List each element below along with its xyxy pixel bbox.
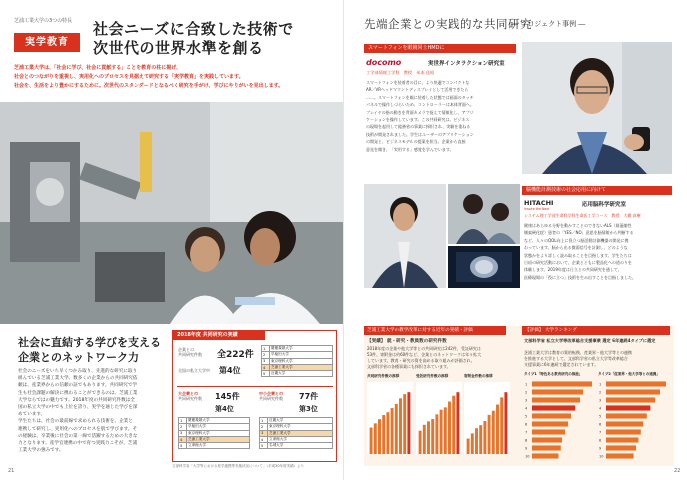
eval-line: 2018年度の企業や他大学等との共同研究は242件、受託研究は bbox=[367, 346, 481, 351]
lab-photo-2 bbox=[448, 184, 520, 244]
univ-cell: 東京理科大学 bbox=[270, 358, 333, 364]
chart-bar bbox=[386, 412, 389, 454]
professor-photo-1-illustration bbox=[522, 42, 672, 174]
left-page bbox=[0, 0, 343, 480]
body-line: 国の私立大学の中でも上位を誇り、実学を通じた学びを深 bbox=[18, 405, 138, 411]
right-subhead: ― プロジェクト事例 ― bbox=[511, 20, 586, 28]
rank-cell: 1 bbox=[260, 418, 268, 424]
case1-line: プレイヤの指の動きを背面カメラで捉えて情報化し、アプリ bbox=[366, 109, 474, 115]
case1-line: の開発と、ビジネスモデルの提案を担当。企業から直接 bbox=[366, 139, 466, 145]
table-row bbox=[179, 443, 250, 449]
lab-photo-2-illustration bbox=[448, 184, 520, 244]
chart-bar bbox=[427, 421, 430, 454]
chart-bar bbox=[419, 431, 422, 454]
ranking-bar-mark bbox=[606, 421, 643, 426]
lab-photo-illustration bbox=[0, 102, 343, 324]
right-headline: 先端企業との実践的な共同研究 bbox=[364, 17, 532, 31]
body-line: の経験は、卒業後に社会の第一線で活躍するための大きな bbox=[18, 433, 138, 439]
ranking-chart-2 bbox=[598, 380, 668, 460]
professor-photo-2-illustration bbox=[364, 184, 446, 288]
docomo-logo: docomo bbox=[366, 58, 402, 67]
ranking-tick-label: 5 bbox=[525, 414, 528, 419]
ranking-tick-label: 3 bbox=[599, 398, 602, 403]
chart-bar bbox=[500, 397, 503, 454]
stats-sme-label-2: 共同研究件数 bbox=[259, 396, 283, 402]
stats-total-label bbox=[178, 347, 216, 358]
ranking-bar: 【評価】 大学ランキング bbox=[522, 326, 670, 335]
intro-text bbox=[14, 64, 334, 91]
body-line: 社会のニーズをいち早くつかみ取り、先進的な研究に取り bbox=[18, 369, 138, 374]
ranking-tick-label: 1 bbox=[525, 382, 528, 387]
page-number-right: 22 bbox=[674, 468, 681, 474]
chart-bar bbox=[382, 415, 385, 454]
ranking-tick-label: 9 bbox=[599, 446, 602, 451]
stats-total-label-1: 企業との bbox=[178, 347, 194, 352]
stats-header: 2018年度 共同研究の実績 bbox=[173, 331, 265, 340]
ranking-tick-label: 7 bbox=[525, 430, 528, 435]
stats-large-label bbox=[178, 391, 202, 402]
case1-text bbox=[366, 79, 516, 153]
ranking-bar-mark bbox=[532, 445, 561, 450]
rank-cell: 3 bbox=[179, 430, 187, 436]
table-row bbox=[260, 443, 333, 449]
ranking-bar-mark bbox=[532, 381, 592, 386]
ranking-bar-mark bbox=[606, 389, 660, 394]
ranking-tick-label: 7 bbox=[599, 430, 602, 435]
rank-cell: 4 bbox=[179, 436, 187, 442]
univ-cell: 芝浦工業大学 bbox=[187, 436, 250, 442]
case2-line: 日頃の研究活動において、企業とともに製品化への道のりを bbox=[524, 260, 632, 266]
ranking-tick-label: 6 bbox=[599, 422, 602, 427]
case1-line: 意見を聞き、「実用する」感覚を学んでいます。 bbox=[366, 146, 454, 152]
univ-cell: 名城大学 bbox=[268, 443, 333, 449]
rank-cell: 3 bbox=[262, 358, 270, 364]
ranking-tick-label: 10 bbox=[599, 454, 604, 459]
eval-bar: 芝浦工業大学の教学改革に対する近年の実績・評価 bbox=[364, 326, 506, 335]
chart-bar bbox=[440, 410, 443, 454]
univ-cell: 立命館大学 bbox=[268, 436, 333, 442]
page-kicker: 芝浦工業大学の3つの特長 bbox=[14, 18, 73, 24]
rank-table-sme bbox=[259, 417, 333, 449]
chart-bar bbox=[407, 392, 410, 454]
stats-box bbox=[172, 330, 337, 462]
case2-line: 体験します。2019年度は日立との共同研究を通して、 bbox=[524, 267, 622, 273]
stats-sme-rank: 第3位 bbox=[299, 405, 318, 413]
chart-bar bbox=[504, 392, 507, 454]
ranking-tick-label: 3 bbox=[525, 398, 528, 403]
case2-line: 状態かをより詳しく読み取ることを目指します。学生たちは bbox=[524, 252, 632, 258]
brain-scan-photo bbox=[448, 246, 520, 288]
ranking-tick-label: 2 bbox=[599, 390, 602, 395]
professor-photo-1 bbox=[522, 42, 672, 174]
body-line: 学生たちは、社会の最前線で求められる技術を、企業と bbox=[18, 419, 133, 425]
case2-line: 医療現場の「役に立つ」技術を生み出すことを目指しました。 bbox=[524, 274, 636, 280]
univ-cell: 芝浦工業大学 bbox=[270, 364, 333, 370]
ranking-tick-label: 9 bbox=[525, 446, 528, 451]
chart-bar bbox=[492, 411, 495, 454]
chart-bar bbox=[378, 419, 381, 454]
case2-lab: 応用脳科学研究室 bbox=[582, 202, 627, 208]
rank-cell: 5 bbox=[262, 371, 270, 377]
section-title-line2: 企業とのネットワーク力 bbox=[18, 351, 139, 364]
univ-cell: 近畿大学 bbox=[270, 371, 333, 377]
intro-line: 芝浦工業大学は、「社会に学び、社会に貢献する」ことを教育の柱に掲げ、 bbox=[14, 65, 182, 71]
chart1-title: 共同研究件数の推移 bbox=[367, 374, 400, 378]
case2-text bbox=[524, 222, 674, 281]
chart-bar bbox=[448, 402, 451, 454]
brain-scan-illustration bbox=[448, 246, 520, 288]
ranking-bar-mark bbox=[532, 421, 568, 426]
chart-bar bbox=[483, 421, 486, 454]
ranking-tick-label: 4 bbox=[599, 406, 602, 411]
chart2 bbox=[416, 382, 462, 460]
case2-line: 側索硬化症）患者の「YES／NO」意思を脳情報から判断する bbox=[524, 230, 634, 236]
chart-bar bbox=[395, 404, 398, 454]
rank-table-large bbox=[178, 417, 250, 449]
ranking-tick-label: 2 bbox=[525, 390, 528, 395]
univ-cell: 東京理科大学 bbox=[187, 430, 250, 436]
ranking-tick-label: 8 bbox=[525, 438, 528, 443]
ranking-bar-mark bbox=[606, 397, 655, 402]
ranking-tick-label: 1 bbox=[599, 382, 602, 387]
ranking-bar-mark bbox=[606, 405, 650, 410]
chart-bar bbox=[370, 428, 373, 454]
chart-bar bbox=[496, 405, 499, 454]
case2-line: など、人々のQOL向上に役立つ脳活動計測機器の開発に携 bbox=[524, 237, 629, 243]
stats-sme-label bbox=[259, 391, 283, 402]
ranking-line: 芝浦工業大学は教育の質的転換、産業界・他大学等との連携 bbox=[524, 350, 632, 355]
professor-photo-2 bbox=[364, 184, 446, 288]
ranking-bar-mark bbox=[532, 389, 583, 394]
chart-bar bbox=[431, 419, 434, 454]
rank-cell: 4 bbox=[260, 436, 268, 442]
stats-large-label-1: 大企業との bbox=[178, 391, 198, 396]
chart-bar bbox=[444, 407, 447, 454]
stats-large-value: 145件 bbox=[215, 392, 240, 401]
univ-cell: 芝浦工業大学 bbox=[268, 430, 333, 436]
ranking-bar-mark bbox=[606, 381, 666, 386]
univ-cell: 立命館大学 bbox=[187, 443, 250, 449]
ranking-line: 支援事業に6年連続で選定されています。 bbox=[524, 362, 599, 367]
rank-cell: 1 bbox=[262, 346, 270, 352]
ranking-bar-mark bbox=[606, 429, 641, 434]
rank-cell: 3 bbox=[260, 430, 268, 436]
ranking-text bbox=[524, 350, 670, 368]
chart-bar bbox=[475, 428, 478, 454]
case2-line: わっています。脳から出る微弱信号を計測し、どのような bbox=[524, 245, 628, 251]
body-line: 力となります。産学官連携の中で育つ実践力こそが、芝浦 bbox=[18, 441, 138, 447]
case1-line: ……。スマートフォンを顔に装着した状態では画面のタッチ bbox=[366, 94, 474, 100]
rank-cell: 2 bbox=[260, 424, 268, 430]
hitachi-tagline: Inspire the Next bbox=[524, 207, 550, 211]
rank-cell: 2 bbox=[262, 352, 270, 358]
body-text bbox=[18, 368, 166, 454]
hitachi-logo: HITACHI bbox=[524, 199, 554, 207]
chart3-title: 寄附金件数の推移 bbox=[464, 374, 493, 378]
eval-text bbox=[367, 346, 507, 370]
eval-sub: 【実績】 就・研究・教員数の研究件数 bbox=[367, 339, 447, 344]
stats-large-rank: 第4位 bbox=[215, 405, 234, 413]
case2-bar: 脳機能計測技術の社会応用に向けて bbox=[522, 186, 672, 195]
chart1 bbox=[367, 382, 413, 460]
body-line: 連携して研究し、実用化へのプロセスを肌で学びます。そ bbox=[18, 426, 138, 432]
body-line: 大学ならではの魅力です。2018年度の共同研究件数は全 bbox=[18, 397, 135, 403]
rank-cell: 1 bbox=[179, 418, 187, 424]
ranking-tick-label: 5 bbox=[599, 414, 602, 419]
rank-cell: 5 bbox=[179, 443, 187, 449]
category-tag: 実学教育 bbox=[14, 33, 80, 52]
chart-bar bbox=[423, 425, 426, 454]
ranking-tick-label: 4 bbox=[525, 406, 528, 411]
ranking-tick-label: 10 bbox=[525, 454, 530, 459]
case2-line: 健康はあらゆる分野を動かすことのできないALS（筋萎縮性 bbox=[524, 223, 632, 228]
ranking-bar-mark bbox=[532, 437, 562, 442]
lab-photo bbox=[0, 102, 343, 324]
section-title-line1: 社会に直結する学びを支える bbox=[18, 336, 161, 349]
ranking-bar-mark bbox=[532, 453, 558, 458]
chart-bar bbox=[456, 392, 459, 454]
ranking-bar-mark bbox=[532, 405, 575, 410]
stats-sme-value: 77件 bbox=[299, 392, 319, 401]
ranking-title: 文部科学省 私立大学等改革総合支援事業 選定 6年連続4タイプに選定 bbox=[524, 338, 656, 343]
stats-sme-label-1: 中小企業との bbox=[259, 391, 283, 396]
body-line: 頼は、産業界からの信頼の証でもあります。共同研究で学 bbox=[18, 383, 138, 389]
univ-cell: 慶應義塾大学 bbox=[270, 346, 333, 352]
ranking-bar-mark bbox=[606, 437, 638, 442]
univ-cell: 東京理科大学 bbox=[268, 424, 333, 430]
case1-line: スマートフォンを装着者の目に、より快適でコンパクトな bbox=[366, 80, 470, 85]
intro-line: 社会を、生活をより豊かにするために。次世代のスタンダードとなるべく研究を手がけ、学びにやりがいを見出します。 bbox=[14, 83, 284, 89]
chart-bar bbox=[471, 433, 474, 454]
chart3 bbox=[464, 382, 510, 460]
headline-line2: 次世代の世界水準を創る bbox=[93, 39, 264, 57]
intro-line: 社会とのつながりを重視し、実用化へのプロセスを見据えて研究する「実学教育」を実践しています。 bbox=[14, 74, 244, 80]
case1-person: 工学部情報工学科 教授 米本 佳昭 bbox=[366, 70, 435, 75]
stats-divider bbox=[177, 386, 333, 387]
case1-line: ケーションを操作しています。この共同研究は、ビジネス bbox=[366, 117, 470, 123]
case1-bar: スマートフォンを眼鏡同士HMDに bbox=[364, 44, 516, 53]
rank-table-main bbox=[261, 345, 333, 377]
ranking-bar-mark bbox=[532, 413, 571, 418]
eval-line: 文部科学省の各種事業にも採択されています。 bbox=[367, 364, 451, 369]
eval-line: しています。教育・研究の質を高める取り組みが評価され、 bbox=[367, 358, 475, 363]
case1-lab: 実世界インタラクション研究室 bbox=[428, 61, 505, 67]
eval-panel bbox=[364, 326, 674, 466]
headline-line1: 社会ニーズに合致した技術で bbox=[93, 20, 294, 38]
body-line: 組んでいる芝浦工業大学。数多くの企業からの共同研究依 bbox=[18, 376, 138, 382]
stats-total-label-2: 共同研究件数 bbox=[178, 352, 202, 358]
case1-line: 技術が開発されました。学生はユーザーのアプリケーション bbox=[366, 131, 474, 137]
ranking-tick-label: 6 bbox=[525, 422, 528, 427]
chart-bar bbox=[467, 439, 470, 454]
rank-cell: 5 bbox=[260, 443, 268, 449]
type2-label: タイプ2「産業界・他大学等との連携」 bbox=[598, 372, 660, 376]
stats-total-value: 全222件 bbox=[217, 350, 254, 360]
rank-cell: 4 bbox=[262, 364, 270, 370]
ranking-bar-mark bbox=[606, 453, 634, 458]
ranking-bar-mark bbox=[606, 445, 636, 450]
chart-bar bbox=[479, 425, 482, 454]
ranking-bar-mark bbox=[606, 413, 647, 418]
chart-bar bbox=[403, 394, 406, 454]
ranking-chart-1 bbox=[524, 380, 594, 460]
ranking-bar-mark bbox=[532, 397, 580, 402]
chart-bar bbox=[391, 408, 394, 454]
ranking-bar-mark bbox=[532, 429, 565, 434]
rank-cell: 2 bbox=[179, 424, 187, 430]
chart-bar bbox=[399, 398, 402, 454]
univ-cell: 慶應義塾大学 bbox=[187, 418, 250, 424]
chart-bar bbox=[435, 414, 438, 454]
chart-bar bbox=[452, 396, 455, 454]
stats-private-rank: 第4位 bbox=[219, 366, 241, 375]
stats-private-label: 全国の私立大学中 bbox=[178, 368, 210, 373]
chart2-title: 受託研究件数の推移 bbox=[416, 374, 449, 378]
univ-cell: 早稲田大学 bbox=[187, 424, 250, 430]
case1-line: AR／VRヘッドマウントディスプレイとして活用できたら bbox=[366, 87, 469, 93]
case1-line: の現場を起用して総務省の事業に採択され、実験を重ねる bbox=[366, 124, 471, 130]
page-number-left: 21 bbox=[8, 468, 15, 474]
univ-cell: 早稲田大学 bbox=[270, 352, 333, 358]
case1-line: パネルで操作しづらいため、コントローラーは本体背面へ。 bbox=[366, 102, 474, 108]
footnote: 文部科学省「大学等における産学連携等実施状況について」（平成30年度実績）より bbox=[172, 464, 305, 468]
ranking-line: を推進する大学として、文部科学省の私立大学等改革総合 bbox=[524, 356, 628, 361]
body-line: めています。 bbox=[18, 412, 46, 418]
body-line: 工業大学の強みです。 bbox=[18, 448, 64, 454]
eval-line: 53件、寄附金は約60件など、企業とのネットワークは年々拡大 bbox=[367, 352, 482, 357]
body-line: 生も社会課題の解決に携わることができるのは、芝浦工業 bbox=[18, 390, 138, 396]
stats-large-label-2: 共同研究件数 bbox=[178, 396, 202, 402]
case2-person: システム理工学部生命科学科生命医工学コース 教授 大橋 真樹 bbox=[524, 213, 641, 218]
table-row bbox=[262, 371, 333, 377]
chart-bar bbox=[488, 415, 491, 454]
univ-cell: 近畿大学 bbox=[268, 418, 333, 424]
type1-label: タイプ1「特色ある教育研究の推進」 bbox=[524, 372, 583, 376]
chart-bar bbox=[374, 423, 377, 454]
right-page bbox=[344, 0, 687, 480]
ranking-tick-label: 8 bbox=[599, 438, 602, 443]
